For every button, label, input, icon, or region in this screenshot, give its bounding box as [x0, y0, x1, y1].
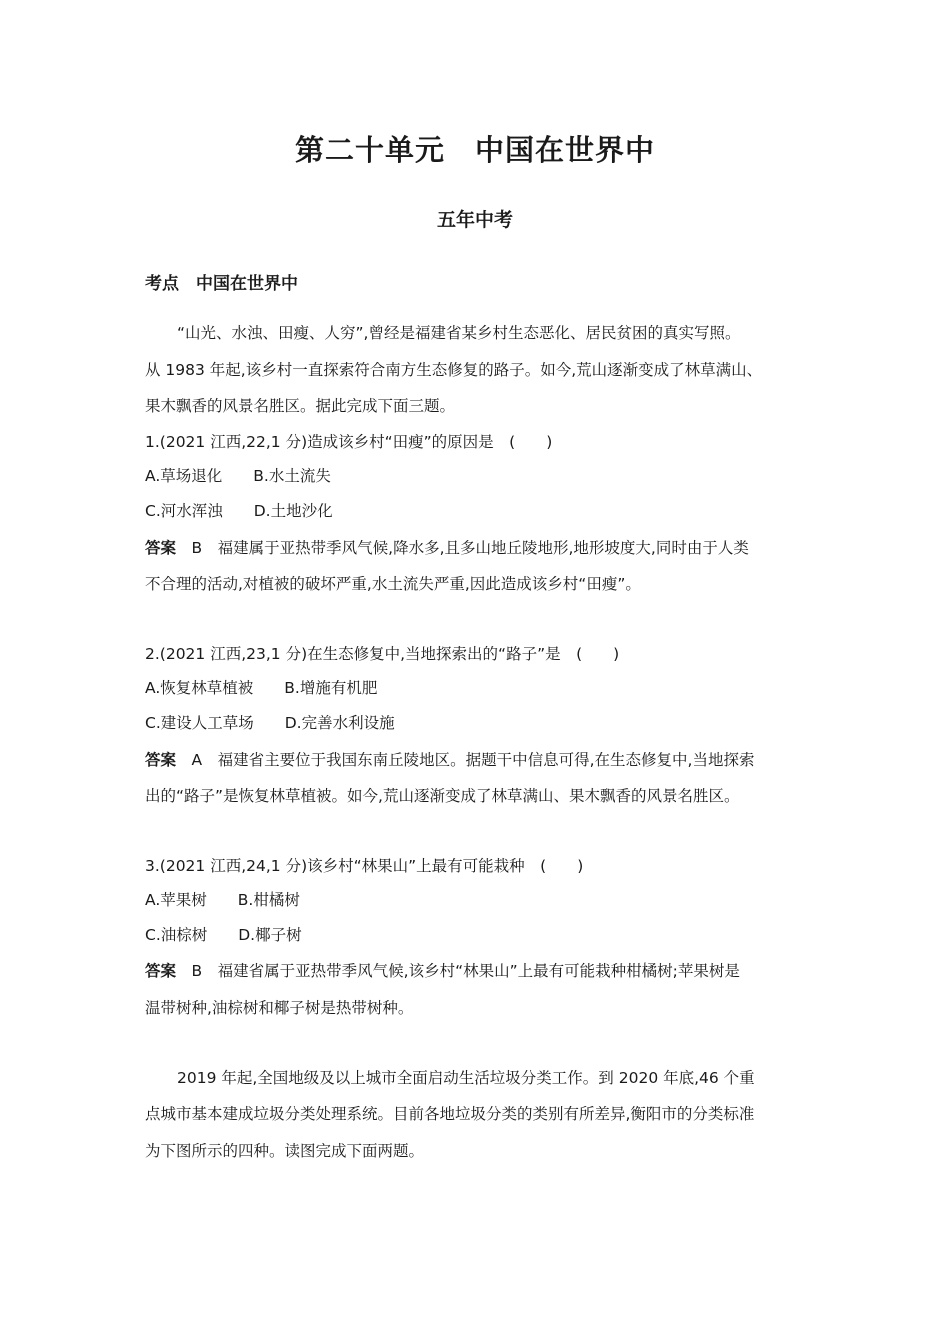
passage1-line-2: 从 1983 年起,该乡村一直探索符合南方生态修复的路子。如今,荒山逐渐变成了林草满山、 — [145, 361, 763, 379]
q3-answer — [145, 956, 740, 986]
passage1-line-3: 果木飘香的风景名胜区。据此完成下面三题。 — [145, 397, 456, 415]
q2-answer-line-2: 出的“路子”是恢复林草植被。如今,荒山逐渐变成了林草满山、果木飘香的风景名胜区。 — [145, 787, 740, 805]
q3-options-cd: C.油棕树 D.椰子树 — [145, 926, 302, 944]
q1-answer-text: B 福建属于亚热带季风气候,降水多,且多山地丘陵地形,地形坡度大,同时由于人类 — [176, 539, 749, 557]
passage2-line-2: 点城市基本建成垃圾分类处理系统。目前各地垃圾分类的类别有所差异,衡阳市的分类标准 — [145, 1105, 755, 1123]
q2-answer-text: A 福建省主要位于我国东南丘陵地区。据题干中信息可得,在生态修复中,当地探索 — [176, 751, 755, 769]
q3-answer-line-2: 温带树种,油棕树和椰子树是热带树种。 — [145, 999, 414, 1017]
passage2-line-3: 为下图所示的四种。读图完成下面两题。 — [145, 1142, 425, 1160]
q2-options-ab: A.恢复林草植被 B.增施有机肥 — [145, 679, 378, 697]
q3-stem: 3.(2021 江西,24,1 分)该乡村“林果山”上最有可能栽种 ( ) — [145, 857, 584, 875]
q2-stem: 2.(2021 江西,23,1 分)在生态修复中,当地探索出的“路子”是 ( ) — [145, 645, 620, 663]
page-subtitle: 五年中考 — [436, 209, 513, 231]
q3-options-ab: A.苹果树 B.柑橘树 — [145, 891, 300, 909]
answer-label: 答案 — [145, 962, 177, 980]
q1-options-cd: C.河水浑浊 D.土地沙化 — [145, 502, 333, 520]
answer-label: 答案 — [145, 539, 177, 557]
q1-stem: 1.(2021 江西,22,1 分)造成该乡村“田瘦”的原因是 ( ) — [145, 433, 553, 451]
q2-answer — [145, 745, 754, 775]
q2-options-cd: C.建设人工草场 D.完善水利设施 — [145, 714, 395, 732]
passage1-line-1: “山光、水浊、田瘦、人穷”,曾经是福建省某乡村生态恶化、居民贫困的真实写照。 — [177, 324, 741, 342]
section-heading: 考点 中国在世界中 — [145, 274, 298, 294]
q3-answer-text: B 福建省属于亚热带季风气候,该乡村“林果山”上最有可能栽种柑橘树;苹果树是 — [176, 962, 740, 980]
q1-options-ab: A.草场退化 B.水土流失 — [145, 467, 331, 485]
q1-answer-line-2: 不合理的活动,对植被的破坏严重,水土流失严重,因此造成该乡村“田瘦”。 — [145, 575, 641, 593]
q1-answer — [145, 533, 749, 563]
answer-label: 答案 — [145, 751, 177, 769]
passage2-line-1: 2019 年起,全国地级及以上城市全面启动生活垃圾分类工作。到 2020 年底,46 个重 — [177, 1069, 755, 1087]
page-title: 第二十单元 中国在世界中 — [294, 133, 655, 167]
